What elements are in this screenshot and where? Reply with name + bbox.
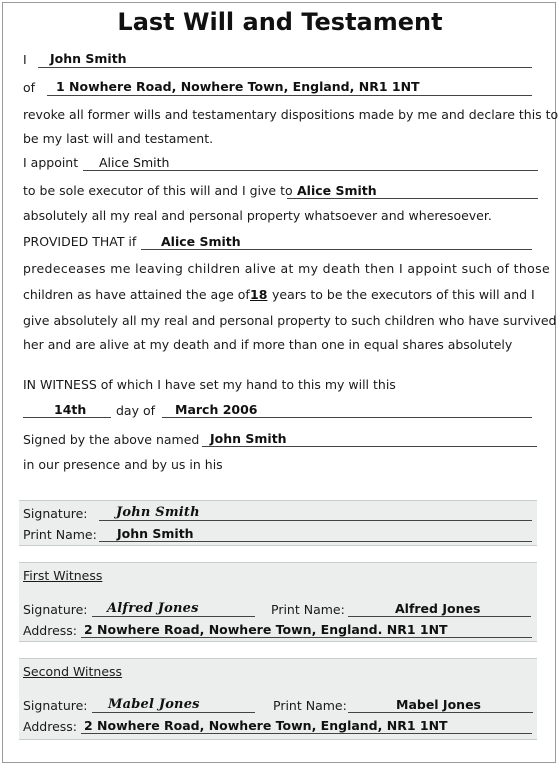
proviso-text-2b: years to be the executors of this will and I [272, 287, 535, 302]
signed-by-label: Signed by the above named [23, 432, 200, 447]
second-witness-print-label: Print Name: [273, 698, 347, 713]
revoke-text-1: revoke all former wills and testamentary dispositions made by me and declare this to [23, 107, 559, 122]
presence-text: in our presence and by us in his [23, 457, 223, 472]
give-label: to be sole executor of this will and I give to [23, 183, 293, 198]
label-of: of [23, 80, 36, 95]
testator-name-field[interactable]: John Smith [50, 51, 127, 66]
beneficiary-name-field[interactable]: Alice Smith [297, 183, 377, 198]
proviso-text-1: predeceases me leaving children alive at my death then I appoint such of those [23, 261, 551, 276]
month-year-field[interactable]: March 2006 [175, 402, 258, 417]
testator-signature-label: Signature: [23, 506, 88, 521]
proviso-text-4: her and are alive at my death and if more than one in equal shares absolutely [23, 337, 513, 352]
page-title: Last Will and Testament [117, 8, 443, 36]
day-of-label: day of [116, 403, 156, 418]
second-witness-address-label: Address: [23, 719, 77, 734]
testator-signature[interactable]: John Smith [116, 505, 200, 520]
appoint-label: I appoint [23, 155, 79, 170]
label-i: I [23, 52, 27, 67]
first-witness-print-name[interactable]: Alfred Jones [395, 601, 481, 616]
testator-address-field[interactable]: 1 Nowhere Road, Nowhere Town, England, NR1 1NT [56, 79, 420, 94]
first-witness-print-label: Print Name: [271, 602, 345, 617]
absolutely-text: absolutely all my real and personal property whatsoever and wheresoever. [23, 208, 492, 223]
testator-print-name[interactable]: John Smith [117, 526, 194, 541]
first-witness-address-label: Address: [23, 623, 77, 638]
proviso-label: PROVIDED THAT if [23, 234, 137, 249]
testator-address-line [47, 95, 532, 96]
second-witness-signature[interactable]: Mabel Jones [108, 697, 200, 712]
second-witness-heading: Second Witness [23, 664, 123, 679]
witness-clause-text: IN WITNESS of which I have set my hand to this my will this [23, 377, 396, 392]
revoke-text-2: be my last will and testament. [23, 131, 214, 146]
first-witness-address[interactable]: 2 Nowhere Road, Nowhere Town, England. NR1 1NT [84, 622, 448, 637]
first-witness-signature-label: Signature: [23, 602, 88, 617]
second-witness-address[interactable]: 2 Nowhere Road, Nowhere Town, England, NR1 1NT [84, 718, 448, 733]
executor-name-field[interactable]: Alice Smith [99, 155, 170, 170]
day-field[interactable]: 14th [54, 402, 87, 417]
second-witness-print-name[interactable]: Mabel Jones [396, 697, 481, 712]
testator-name-line [38, 67, 532, 68]
second-witness-signature-label: Signature: [23, 698, 88, 713]
testator-print-label: Print Name: [23, 527, 97, 542]
age-field[interactable]: 18 [250, 287, 268, 302]
proviso-text-2a: children as have attained the age of [23, 287, 250, 302]
signed-name-field[interactable]: John Smith [210, 431, 287, 446]
proviso-text-3: give absolutely all my real and personal property to such children who have survived [23, 313, 557, 328]
proviso-name-field[interactable]: Alice Smith [161, 234, 241, 249]
first-witness-heading: First Witness [23, 568, 103, 583]
first-witness-signature[interactable]: Alfred Jones [107, 601, 199, 616]
